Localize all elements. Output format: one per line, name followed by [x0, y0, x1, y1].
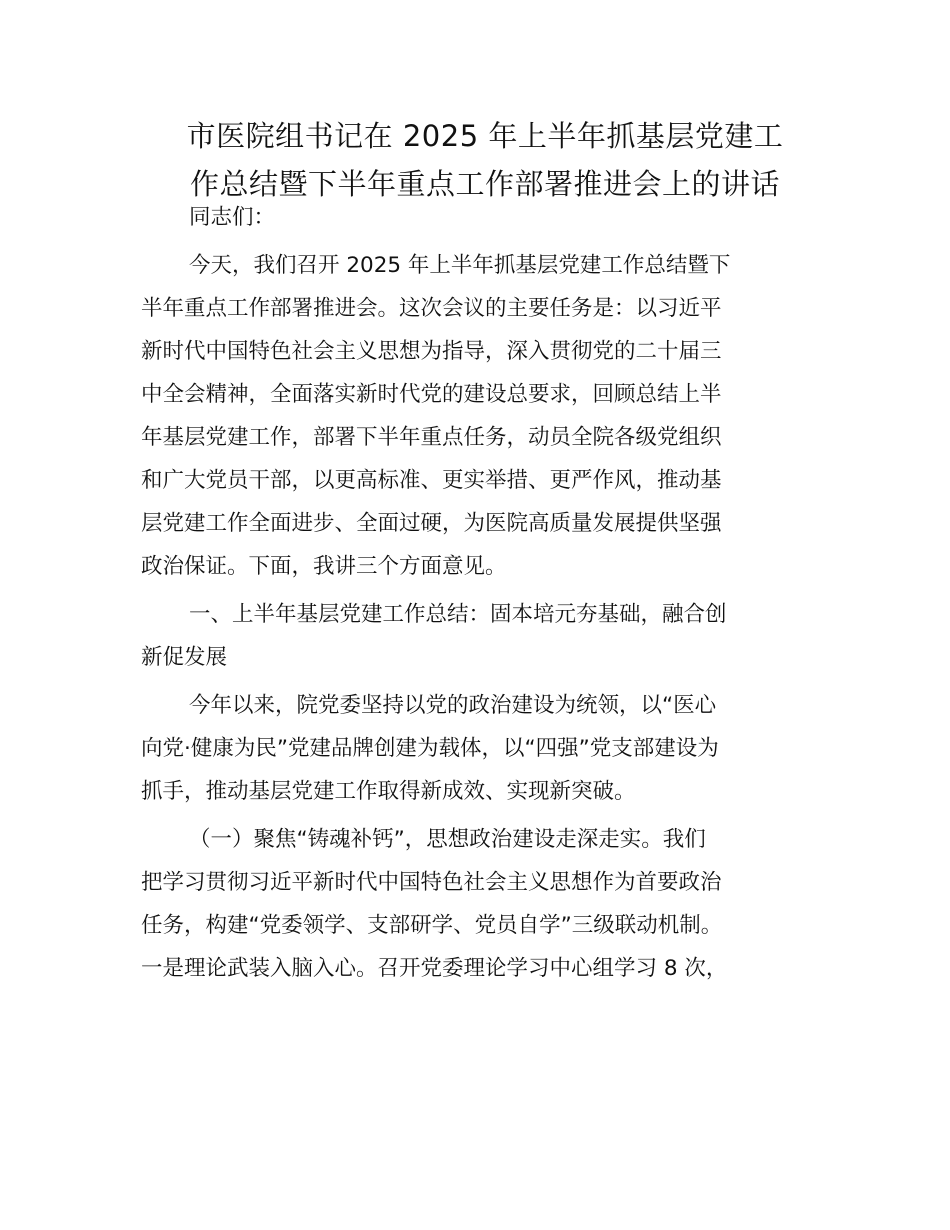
paragraph-line: 新促发展 — [141, 645, 228, 670]
paragraph-line: 抓手，推动基层党建工作取得新成效、实现新突破。 — [141, 779, 636, 804]
document-title — [140, 112, 830, 208]
paragraph-line: 一、上半年基层党建工作总结：固本培元夯基础，融合创 — [189, 602, 727, 627]
paragraph-line: 半年重点工作部署推进会。这次会议的主要任务是：以习近平 — [141, 296, 722, 321]
section-heading-paragraph — [141, 593, 831, 679]
paragraph-line: 和广大党员干部，以更高标准、更实举措、更严作风，推动基 — [141, 468, 722, 493]
paragraph-line: 今年以来，院党委坚持以党的政治建设为统领，以“医心 — [189, 693, 717, 718]
paragraph-line: 中全会精神，全面落实新时代党的建设总要求，回顾总结上半 — [141, 382, 722, 407]
subsection-paragraph — [141, 818, 831, 990]
title-line: 作总结暨下半年重点工作部署推进会上的讲话 — [189, 167, 780, 201]
paragraph-line: 年基层党建工作，部署下半年重点任务，动员全院各级党组织 — [141, 425, 722, 450]
paragraph-line: 新时代中国特色社会主义思想为指导，深入贯彻党的二十届三 — [141, 339, 722, 364]
paragraph-line: 政治保证。下面，我讲三个方面意见。 — [141, 554, 507, 579]
document-body — [141, 196, 831, 990]
paragraph-line: 层党建工作全面进步、全面过硬，为医院高质量发展提供坚强 — [141, 511, 722, 536]
paragraph-line: 同志们： — [189, 205, 276, 230]
intro-paragraph — [141, 244, 831, 588]
salutation-paragraph — [141, 196, 831, 239]
paragraph-line: 把学习贯彻习近平新时代中国特色社会主义思想作为首要政治 — [141, 870, 722, 895]
paragraph-line: 任务，构建“党委领学、支部研学、党员自学”三级联动机制。 — [141, 913, 723, 938]
title-line: 市医院组书记在 2025 年上半年抓基层党建工 — [186, 119, 784, 153]
paragraph-line: （一）聚焦“铸魂补钙”，思想政治建设走深走实。我们 — [189, 827, 706, 852]
summary-paragraph — [141, 684, 831, 813]
paragraph-line: 一是理论武装入脑入心。召开党委理论学习中心组学习 8 次， — [141, 956, 728, 981]
paragraph-line: 今天，我们召开 2025 年上半年抓基层党建工作总结暨下 — [189, 253, 731, 278]
paragraph-line: 向党·健康为民”党建品牌创建为载体，以“四强”党支部建设为 — [141, 736, 719, 761]
